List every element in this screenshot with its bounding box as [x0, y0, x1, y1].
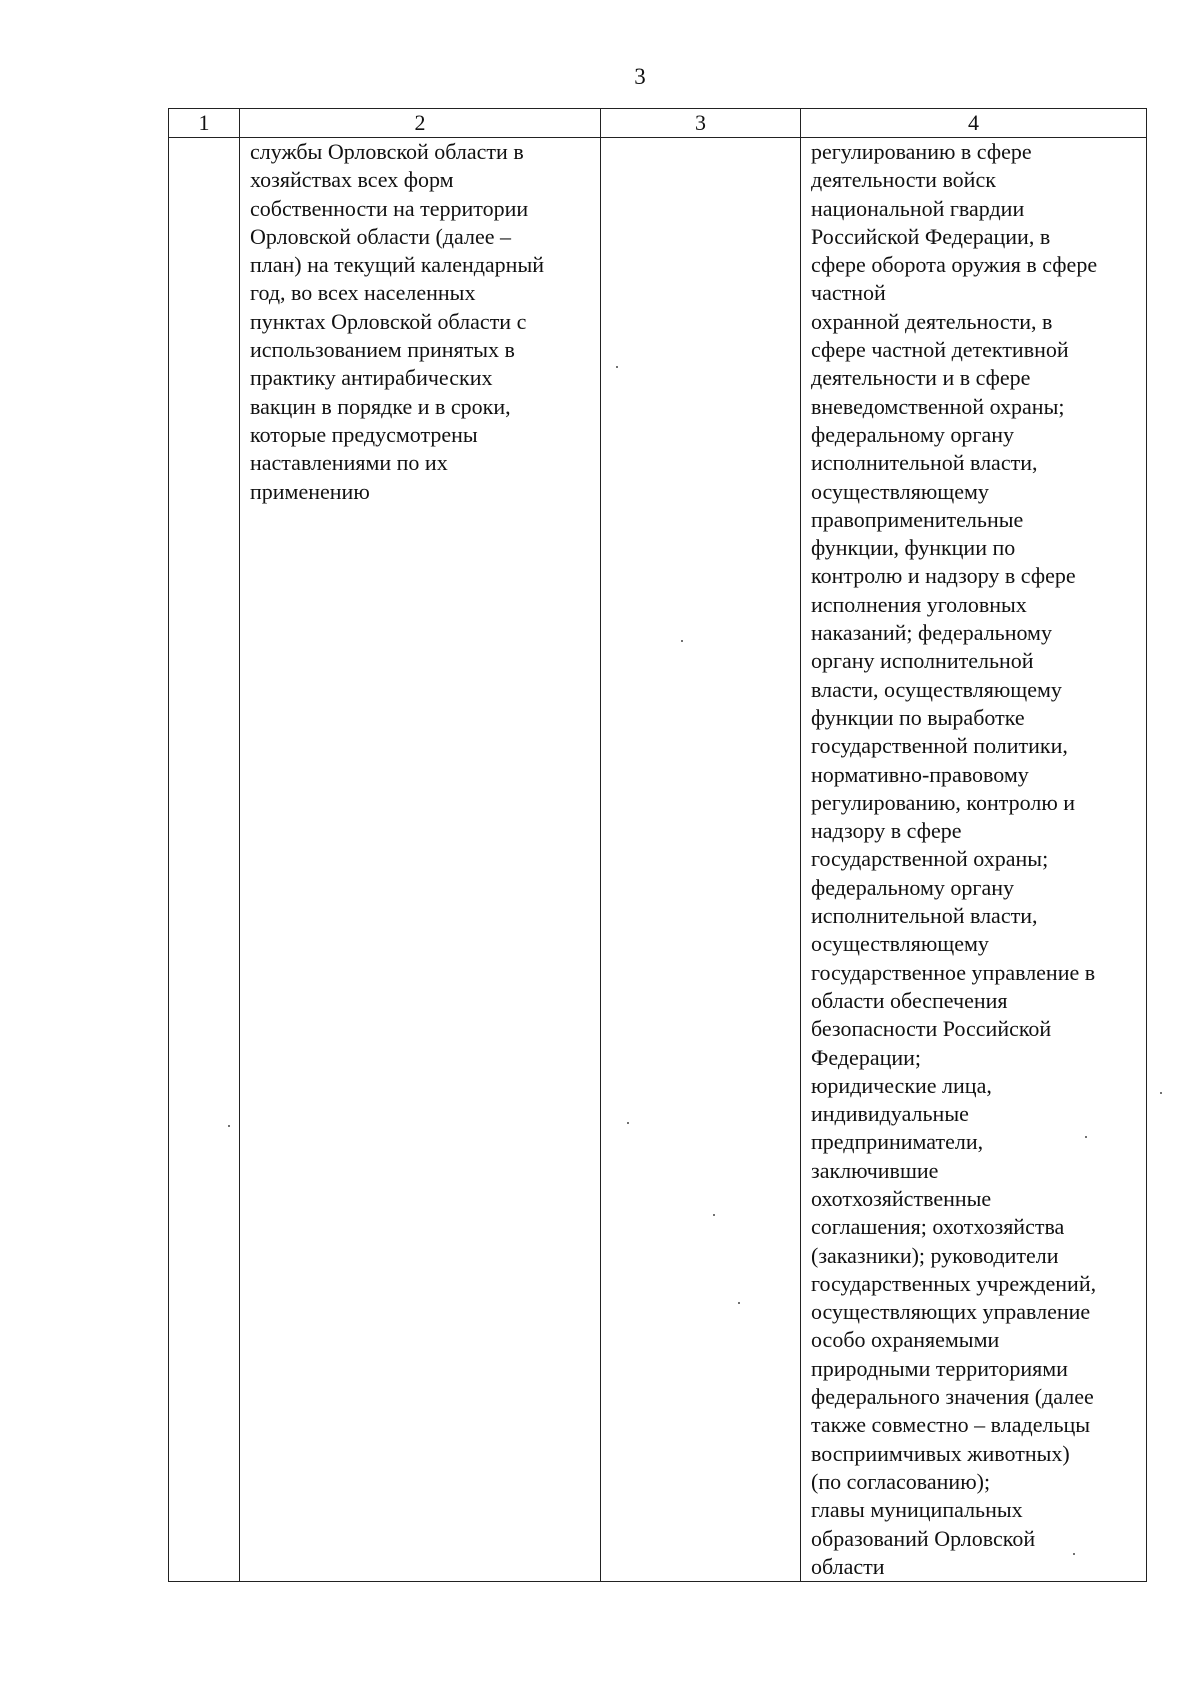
text-line: охотхозяйственные — [811, 1185, 992, 1211]
table-row — [169, 138, 1147, 1582]
text-line: деятельности войск — [811, 167, 996, 193]
cell-column-3 — [601, 138, 801, 1582]
text-line: восприимчивых животных) — [811, 1440, 1070, 1466]
text-line: государственных учреждений, — [811, 1270, 1097, 1296]
text-line: план) на текущий календарный — [250, 252, 545, 278]
text-line: главы муниципальных — [811, 1497, 1023, 1523]
text-line: (по согласованию); — [811, 1468, 991, 1494]
text-line: государственной охраны; — [811, 846, 1049, 872]
text-line: образований Орловской — [811, 1525, 1036, 1551]
text-line: природными территориями — [811, 1355, 1068, 1381]
text-line: Российской Федерации, в — [811, 223, 1051, 249]
scan-speck — [616, 366, 618, 368]
document-table — [168, 108, 1147, 1582]
text-line: функции по выработке — [811, 704, 1025, 730]
header-cell-4: 4 — [801, 109, 1147, 138]
text-line: собственности на территории — [250, 195, 529, 221]
text-line: Федерации; — [811, 1044, 922, 1070]
text-line: применению — [250, 478, 370, 504]
scan-speck — [228, 1125, 230, 1127]
scan-speck — [1073, 1553, 1075, 1555]
text-line: функции, функции по — [811, 535, 1016, 561]
text-line: также совместно – владельцы — [811, 1412, 1091, 1438]
text-line: юридические лица, — [811, 1072, 992, 1098]
text-line: службы Орловской области в — [250, 139, 524, 164]
text-line: хозяйствах всех форм — [250, 167, 454, 193]
scan-speck — [738, 1302, 740, 1304]
cell-column-1 — [169, 138, 240, 1582]
text-line: федеральному органу — [811, 874, 1014, 900]
text-line: регулированию в сфере — [811, 139, 1032, 164]
scan-speck — [1160, 1092, 1162, 1094]
text-line: безопасности Российской — [811, 1016, 1052, 1042]
text-line: государственной политики, — [811, 733, 1068, 759]
cell-column-4 — [801, 138, 1147, 1582]
text-line: государственное управление в — [811, 959, 1096, 985]
text-line: охранной деятельности, в — [811, 308, 1053, 334]
table-header-row — [169, 109, 1147, 138]
text-line: заключившие — [811, 1157, 939, 1183]
text-line: особо охраняемыми — [811, 1327, 1000, 1353]
scan-speck — [681, 640, 683, 642]
text-line: соглашения; охотхозяйства — [811, 1214, 1065, 1240]
text-line: органу исполнительной — [811, 648, 1034, 674]
header-cell-3: 3 — [601, 109, 801, 138]
header-cell-1: 1 — [169, 109, 240, 138]
text-line: индивидуальные — [811, 1101, 969, 1127]
text-line: вакцин в порядке и в сроки, — [250, 393, 511, 419]
scan-speck — [627, 1122, 629, 1124]
text-line: осуществляющему — [811, 478, 989, 504]
text-line: сфере частной детективной — [811, 337, 1069, 363]
page-number: 3 — [634, 64, 646, 89]
text-line: национальной гвардии — [811, 195, 1025, 221]
text-line: предприниматели, — [811, 1129, 984, 1155]
text-line: исполнения уголовных — [811, 591, 1027, 617]
text-line: которые предусмотрены — [250, 421, 478, 447]
text-line: области обеспечения — [811, 987, 1008, 1013]
text-line: федерального значения (далее — [811, 1384, 1094, 1410]
text-line: осуществляющих управление — [811, 1299, 1091, 1325]
text-line: пунктах Орловской области с — [250, 308, 527, 334]
text-line: (заказники); руководители — [811, 1242, 1059, 1268]
text-line: контролю и надзору в сфере — [811, 563, 1076, 589]
text-line: осуществляющему — [811, 931, 989, 957]
text-line: нормативно-правовому — [811, 761, 1029, 787]
text-line: федеральному органу — [811, 421, 1014, 447]
text-line: регулированию, контролю и — [811, 789, 1076, 815]
text-line: наказаний; федеральному — [811, 620, 1052, 646]
text-line: исполнительной власти, — [811, 903, 1038, 929]
text-line: вневедомственной охраны; — [811, 393, 1065, 419]
text-line: исполнительной власти, — [811, 450, 1038, 476]
text-line: использованием принятых в — [250, 337, 515, 363]
text-line: Орловской области (далее – — [250, 223, 511, 249]
scan-speck — [713, 1214, 715, 1216]
text-line: деятельности и в сфере — [811, 365, 1031, 391]
header-cell-2: 2 — [240, 109, 601, 138]
text-line: власти, осуществляющему — [811, 676, 1062, 702]
text-line: области — [811, 1553, 885, 1579]
scan-speck — [1085, 1136, 1087, 1138]
text-line: сфере оборота оружия в сфере — [811, 252, 1098, 278]
cell-column-2 — [240, 138, 601, 1582]
text-line: частной — [811, 280, 886, 306]
text-line: практику антирабических — [250, 365, 493, 391]
text-line: год, во всех населенных — [250, 280, 476, 306]
text-line: правоприменительные — [811, 506, 1024, 532]
text-line: наставлениями по их — [250, 450, 448, 476]
text-line: надзору в сфере — [811, 818, 962, 844]
